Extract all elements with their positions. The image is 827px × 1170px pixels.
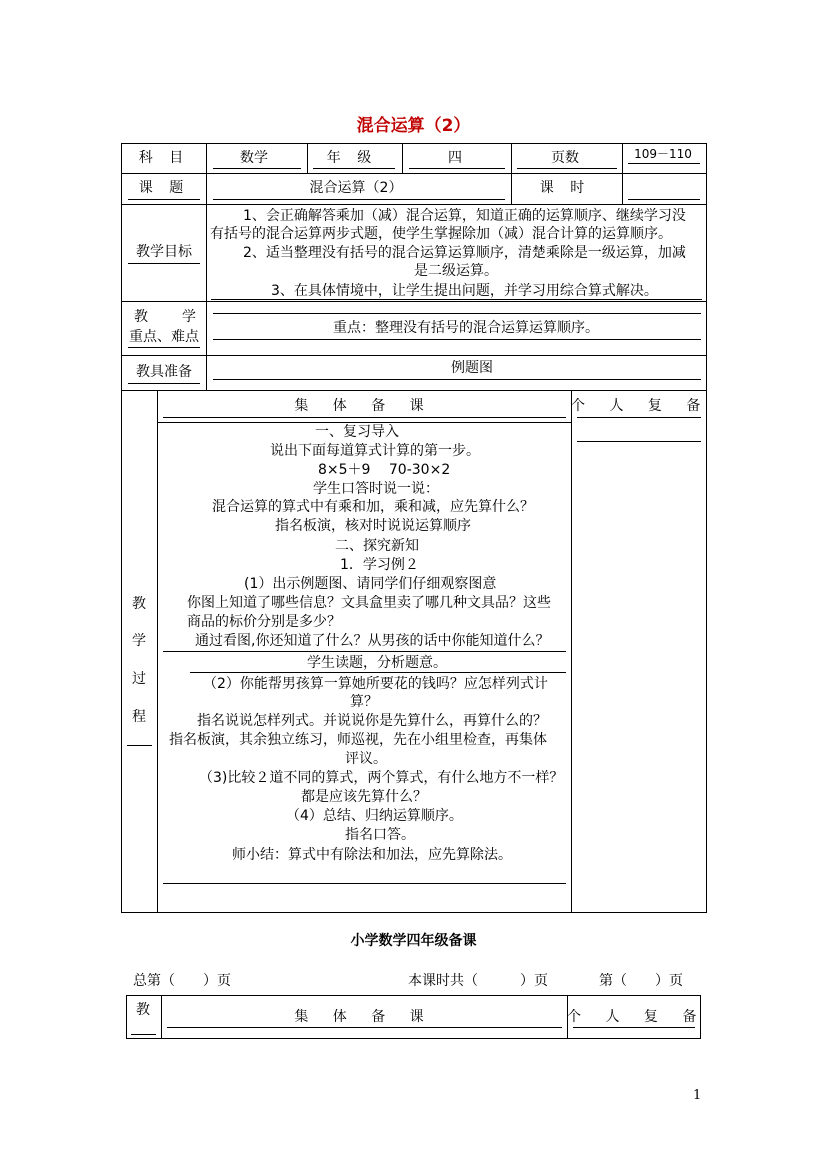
process-line-13: 学生读题，分析题意。 [307, 655, 447, 671]
process-line-14: （2）你能帮男孩算一算她所要花的钱吗？应怎样列式计 [203, 676, 548, 692]
materials-label: 教具准备 [136, 364, 192, 380]
section2-group-underline [167, 1027, 562, 1028]
hours-label: 课 时 [539, 180, 591, 196]
keypoints-label-line1: 教 学 [134, 309, 198, 325]
process-line-15: 算？ [350, 694, 378, 710]
process-line-22: 指名口答。 [345, 827, 415, 843]
goals-underline [211, 299, 702, 300]
process-side-divider [157, 390, 158, 913]
process-line-20: 都是应该先算什么？ [301, 789, 427, 805]
section2-side-underline [131, 1034, 156, 1035]
process-side-char-4: 程 [132, 709, 146, 725]
keypoints-topline [213, 313, 701, 314]
section2-group-header: 集 体 备 课 [294, 1009, 434, 1025]
process-divider-line-2 [190, 672, 566, 673]
subject-value: 数学 [240, 150, 268, 166]
personal-prep-header: 个 人 复 备 [571, 398, 711, 414]
section2-side-label: 教 [136, 1002, 150, 1018]
process-line-11: 商品的标价分别是多少？ [187, 614, 341, 630]
group-prep-header: 集 体 备 课 [294, 398, 434, 414]
process-side-underline [127, 745, 152, 746]
process-line-4: 学生口答时说一说： [313, 481, 439, 497]
keypoints-underline [213, 339, 701, 340]
goal-line-2: 有括号的混合运算两步式题，使学生掌握除加（减）混合计算的运算顺序。 [210, 226, 672, 242]
goals-label-underline [128, 263, 200, 264]
grade-value: 四 [448, 150, 462, 166]
process-line-5: 混合运算的算式中有乘和加，乘和减，应先算什么？ [212, 499, 534, 515]
process-line-12: 通过看图,你还知道了什么？从男孩的话中你能知道什么？ [195, 633, 550, 649]
process-divider-line [163, 651, 566, 652]
goal-line-3: 2、适当整理没有括号的混合运算运算顺序，清楚乘除是一级运算，加减 [243, 245, 686, 261]
pages-label: 页数 [551, 150, 579, 166]
process-line-10: 你图上知道了哪些信息？文具盒里卖了哪几种文具品？这些 [187, 595, 551, 611]
pages-label-underline [517, 168, 617, 169]
process-line-19: （3)比较２道不同的算式，两个算式，有什么地方不一样？ [199, 770, 564, 786]
process-side-char-2: 学 [132, 633, 146, 649]
personal-prep-header-underline [577, 417, 701, 418]
keypoints-text: 重点：整理没有括号的混合运算运算顺序。 [333, 320, 599, 336]
topic-value-underline [213, 199, 505, 200]
grade-value-underline [409, 168, 505, 169]
process-line-7: 二、探究新知 [335, 538, 419, 554]
goal-line-4: 是二级运算。 [414, 263, 498, 279]
process-line-3: 8×5＋9 70-30×2 [318, 462, 451, 478]
cell-hours-value [622, 173, 707, 205]
course-hours-label: 本课时共（ ）页 [408, 973, 548, 989]
grade-label: 年 级 [326, 150, 378, 166]
process-line-21: （4）总结、归纳运算顺序。 [286, 808, 463, 824]
personal-prep-line [577, 441, 701, 442]
goal-line-5: 3、在具体情境中，让学生提出问题，并学习用综合算式解决。 [271, 283, 658, 299]
group-prep-header-underline [163, 417, 566, 418]
hours-value-underline [628, 199, 700, 200]
section2-personal-header: 个 人 复 备 [567, 1009, 707, 1025]
keypoints-label-underline [128, 347, 200, 348]
page-title: 混合运算（2） [356, 116, 471, 136]
grade-label-underline [313, 168, 395, 169]
total-page-label: 总第（ ）页 [133, 973, 231, 989]
process-line-1: 一、复习导入 [315, 424, 399, 440]
topic-label-underline [128, 199, 200, 200]
materials-label-underline [128, 383, 200, 384]
process-side-char-1: 教 [132, 596, 146, 612]
pages-value: 109－110 [634, 147, 692, 161]
page-number: 1 [693, 1088, 702, 1103]
process-line-9: (1）出示例题图、请同学们仔细观察图意 [244, 576, 497, 592]
process-line-23: 师小结：算式中有除法和加法，应先算除法。 [232, 847, 512, 863]
process-bottom-line [163, 883, 566, 884]
process-line-8: 1．学习例２ [340, 557, 419, 573]
process-personal-divider [571, 390, 572, 913]
goal-line-1: 1、会正确解答乘加（减）混合运算，知道正确的运算顺序、继续学习没 [243, 208, 686, 224]
process-line-2: 说出下面每道算式计算的第一步。 [270, 443, 480, 459]
subject-label: 科 目 [138, 150, 190, 166]
page-label: 第（ ）页 [599, 973, 683, 989]
goals-label: 教学目标 [136, 244, 192, 260]
materials-text: 例题图 [451, 360, 493, 376]
topic-label: 课 题 [138, 180, 190, 196]
subject-underline [213, 168, 301, 169]
materials-underline [213, 379, 701, 380]
process-side-char-3: 过 [132, 671, 146, 687]
process-line-18: 评议。 [345, 751, 387, 767]
process-line-16: 指名说说怎样列式。并说说你是先算什么，再算什么的？ [197, 713, 547, 729]
process-line-17: 指名板演，其余独立练习，师巡视，先在小组里检查，再集体 [169, 732, 547, 748]
pages-value-underline [628, 163, 700, 164]
process-line-6: 指名板演，核对时说说运算顺序 [275, 518, 471, 534]
section2-personal-underline [573, 1027, 695, 1028]
section2-heading: 小学数学四年级备课 [350, 933, 477, 949]
topic-value: 混合运算（2） [309, 180, 403, 196]
keypoints-label-line2: 重点、难点 [129, 329, 199, 345]
